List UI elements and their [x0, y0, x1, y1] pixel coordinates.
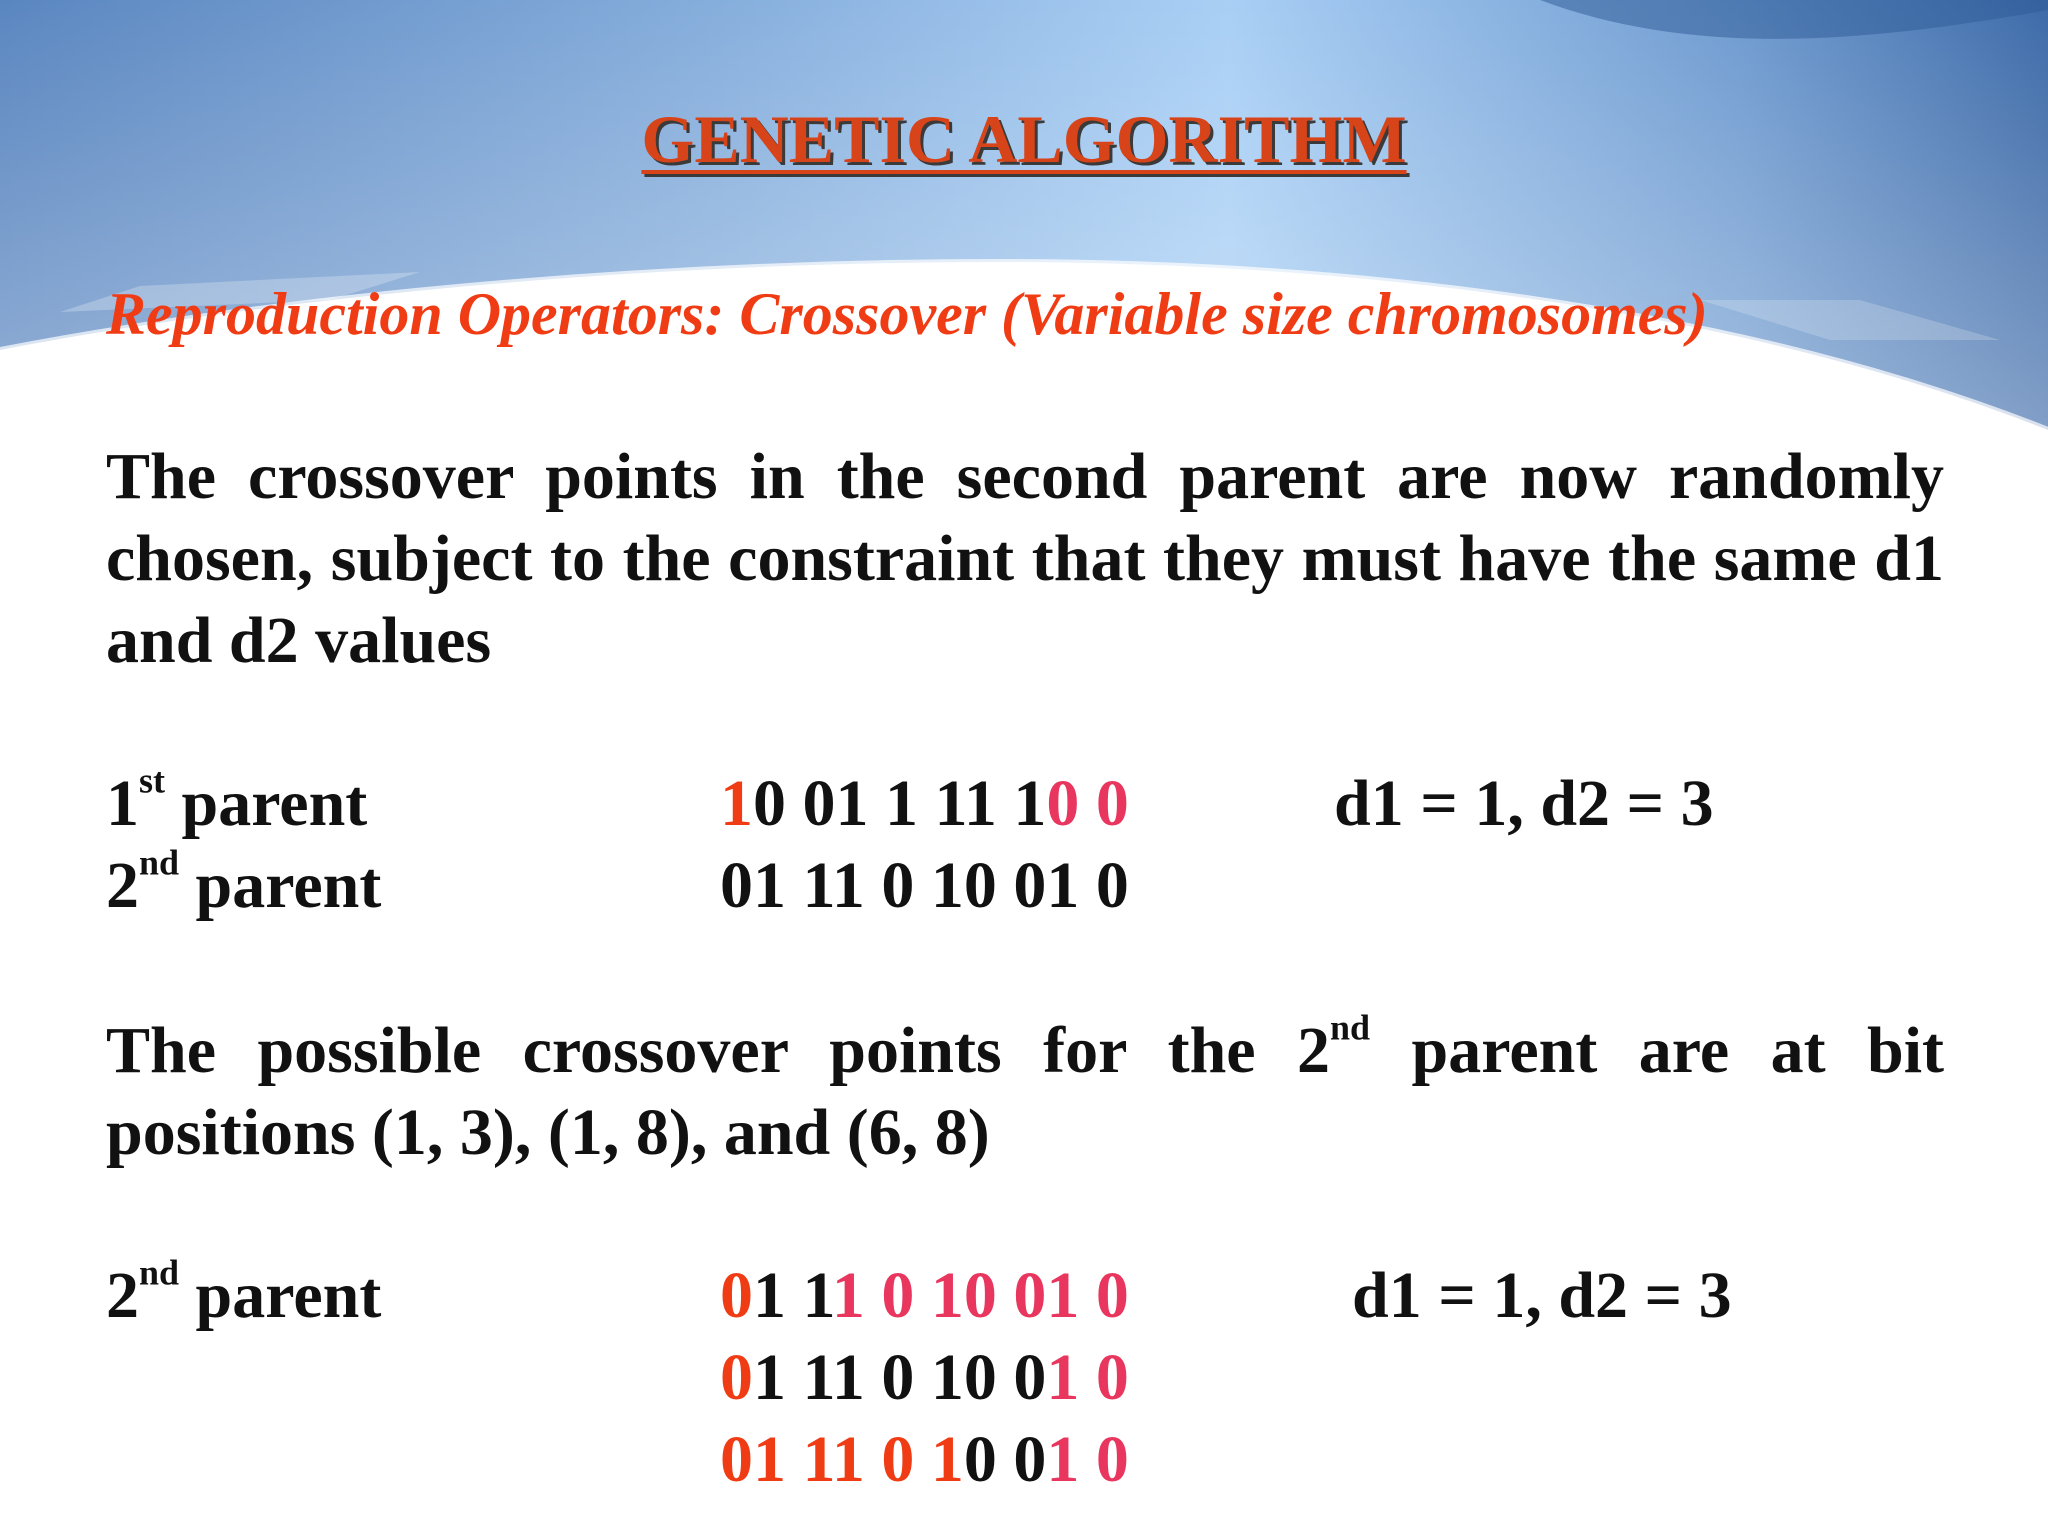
option-bits-seg: 1 11 0 10 0: [753, 1341, 1047, 1414]
parent1-d-values: d1 = 1, d2 = 3: [1334, 767, 1714, 840]
option-bits-seg: 1 0 10 01 0: [831, 1259, 1129, 1332]
parent2-label-text: parent: [195, 849, 382, 922]
paragraph2-after: parent are at bit positions (1, 3), (1, 8), and (6, 8): [106, 1014, 1945, 1169]
option-bits-seg: 1 0: [1046, 1423, 1129, 1496]
parent1-ordinal-suffix: st: [139, 760, 165, 801]
parent2-ordinal: 2: [106, 849, 139, 922]
option-bits-seg: 1 0: [1046, 1341, 1129, 1414]
option-bits-seg: 1 1: [753, 1259, 832, 1332]
options-d-values: d1 = 1, d2 = 3: [1352, 1259, 1732, 1332]
parent1-ordinal: 1: [106, 767, 139, 840]
parent1-label: [106, 760, 368, 845]
slide-title: GENETIC ALGORITHM: [641, 101, 1407, 177]
option-row-2: [720, 1337, 1129, 1419]
options-ordinal: 2: [106, 1259, 139, 1332]
option-row-3: [720, 1419, 1129, 1501]
option-bits-seg: 01 11 0 1: [720, 1423, 964, 1496]
paragraph2-suffix: nd: [1330, 1007, 1371, 1048]
parent2-bits: 01 11 0 10 01 0: [720, 849, 1129, 922]
parent1-bits-seg: 0 0: [1046, 767, 1129, 840]
paragraph2-before: The possible crossover points for the 2: [106, 1014, 1331, 1087]
options-ordinal-suffix: nd: [139, 1252, 180, 1293]
parent2-label: [106, 842, 382, 927]
options-label-text: parent: [195, 1259, 382, 1332]
parent2-ordinal-suffix: nd: [139, 842, 180, 883]
parent1-bits-seg: 1: [720, 767, 753, 840]
parent1-bits: [720, 763, 1129, 845]
paragraph-constraint: The crossover points in the second parent are now randomly chosen, subject to the constraint that they must have the same d1 and d2 values: [106, 440, 1944, 677]
parent1-label-text: parent: [181, 767, 368, 840]
option-bits-seg: 0 0: [963, 1423, 1047, 1496]
parent1-bits-seg: 0 01 1 11 1: [753, 767, 1047, 840]
option-bits-seg: 0: [720, 1341, 753, 1414]
option-bits-seg: 0: [720, 1259, 753, 1332]
slide-subtitle: Reproduction Operators: Crossover (Variable size chromosomes): [106, 281, 1708, 347]
paragraph-crossover-points: [106, 1007, 1945, 1174]
option-row-1: [720, 1255, 1129, 1337]
options-label: [106, 1252, 382, 1337]
